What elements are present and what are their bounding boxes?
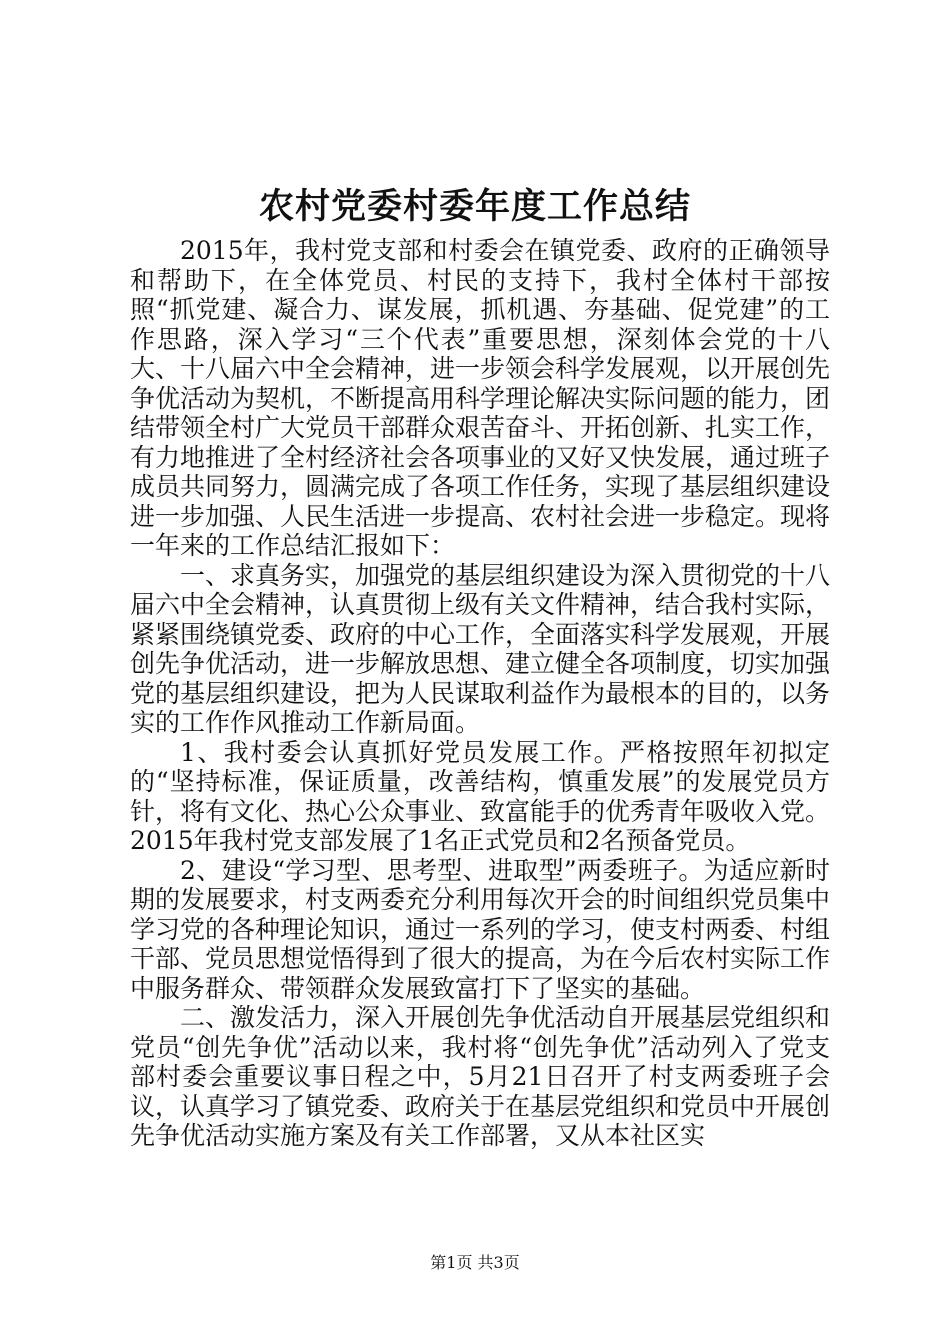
document-body xyxy=(130,236,830,1151)
page-number-footer: 第1页 共3页 xyxy=(430,1253,520,1272)
paragraph-section-two: 二、激发活力，深入开展创先争优活动自开展基层党组织和党员“创先争优”活动以来，我村将“创先争优”活动列入了党支部村委会重要议事日程之中，5月21日召开了村支两委班子会议，认真学习了镇党委、政府关于在基层党组织和党员中开展创先争优活动实施方案及有关工作部署，又从本社区实 xyxy=(130,1003,831,1150)
paragraph-section-one: 一、求真务实，加强党的基层组织建设为深入贯彻党的十八届六中全会精神，认真贯彻上级有关文件精神，结合我村实际，紧紧围绕镇党委、政府的中心工作，全面落实科学发展观，开展创先争优活动，进一步解放思想、建立健全各项制度，切实加强党的基层组织建设，把为人民谋取利益作为最根本的目的，以务实的工作作风推动工作新局面。 xyxy=(130,560,831,737)
paragraph-item-one: 1、我村委会认真抓好党员发展工作。严格按照年初拟定的“坚持标准，保证质量，改善结构，慎重发展”的发展党员方针，将有文化、热心公众事业、致富能手的优秀青年吸收入党。2015年我村党支部发展了1名正式党员和2名预备党员。 xyxy=(130,737,831,855)
paragraph-item-two: 2、建设“学习型、思考型、进取型”两委班子。为适应新时期的发展要求，村支两委充分利用每次开会的时间组织党员集中学习党的各种理论知识，通过一系列的学习，使支村两委、村组干部、党员思想觉悟得到了很大的提高，为在今后农村实际工作中服务群众、带领群众发展致富打下了坚实的基础。 xyxy=(130,855,831,1003)
paragraph-intro: 2015年，我村党支部和村委会在镇党委、政府的正确领导和帮助下，在全体党员、村民的支持下，我村全体村干部按照“抓党建、凝合力、谋发展，抓机遇、夯基础、促党建”的工作思路，深入学习“三个代表”重要思想，深刻体会党的十八大、十八届六中全会精神，进一步领会科学发展观，以开展创先争优活动为契机，不断提高用科学理论解决实际问题的能力，团结带领全村广大党员干部群众艰苦奋斗、开拓创新、扎实工作，有力地推进了全村经济社会各项事业的又好又快发展，通过班子成员共同努力，圆满完成了各项工作任务，实现了基层组织建设进一步加强、人民生活进一步提高、农村社会进一步稳定。现将一年来的工作总结汇报如下： xyxy=(130,236,831,560)
document-title: 农村党委村委年度工作总结 xyxy=(258,186,691,227)
